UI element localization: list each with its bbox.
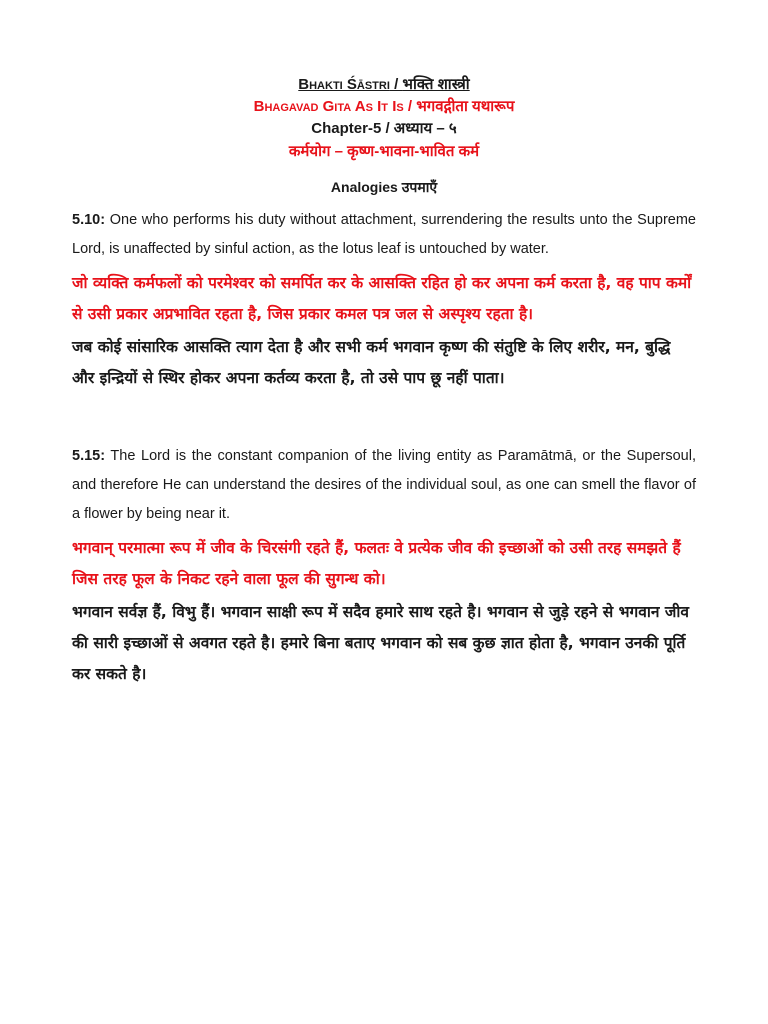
document-header [72, 0, 696, 198]
chapter-heading: Chapter-5 / अध्याय – ५ [311, 120, 457, 137]
spacer [72, 394, 696, 434]
verse-hindi-translation: भगवान् परमात्मा रूप में जीव के चिरसंगी रहते हैं, फलतः वे प्रत्येक जीव की इच्छाओं को उसी तरह समझते हैं जिस तरह फूल के निकट रहने वाला फूल की सुगन्ध को। [72, 539, 681, 588]
verse-english [72, 442, 696, 529]
section-heading: Analogies उपमाएँ [330, 179, 438, 195]
verse-number: 5.10: [72, 212, 106, 228]
site-title-english: Bhakti Śāstri [298, 76, 390, 93]
verse-hindi-explanation: जब कोई सांसारिक आसक्ति त्याग देता है और सभी कर्म भगवान कृष्ण की संतुष्टि के लिए शरीर, मन, बुद्धि और इन्द्रियों से स्थिर होकर अपना कर्तव्य करता है, तो उसे पाप छू नहीं पाता। [72, 338, 671, 387]
verse-text: One who performs his duty without attachment, surrendering the results unto the Supreme Lord, is unaffected by sinful action, as the lotus leaf is untouched by water. [72, 212, 696, 257]
verse-hindi-translation: जो व्यक्ति कर्मफलों को परमेश्वर को समर्पित कर के आसक्ति रहित हो कर अपना कर्म करता है, वह पाप कर्मों से उसी प्रकार अप्रभावित रहता है, जिस प्रकार कमल पत्र जल से अस्पृश्य रहता है। [72, 274, 692, 323]
site-title [72, 74, 696, 96]
verse-english [72, 206, 696, 264]
site-title-separator: / [389, 76, 403, 93]
verse-hindi-explanation: भगवान सर्वज्ञ हैं, विभु हैं। भगवान साक्षी रूप में सदैव हमारे साथ रहते है। भगवान से जुड़े रहने से भगवान जीव की सारी इच्छाओं से अवगत रहते है। हमारे बिना बताए भगवान को सब कुछ ज्ञात होता है, भगवान उनकी पूर्ति कर सकते है। [72, 603, 690, 683]
verse-text: The Lord is the constant companion of the living entity as Paramātmā, or the Supersoul, and therefore He can understand the desires of the individual soul, as one can smell the flavor of a flower by being near it. [72, 448, 696, 522]
verse-number: 5.15: [72, 448, 106, 464]
site-title-hindi: भक्ति शास्त्री [402, 76, 470, 93]
book-title: Bhagavad Gita As It Is / भगवद्गीता यथारूप [253, 98, 515, 115]
chapter-name: कर्मयोग – कृष्ण-भावना-भावित कर्म [288, 143, 480, 160]
